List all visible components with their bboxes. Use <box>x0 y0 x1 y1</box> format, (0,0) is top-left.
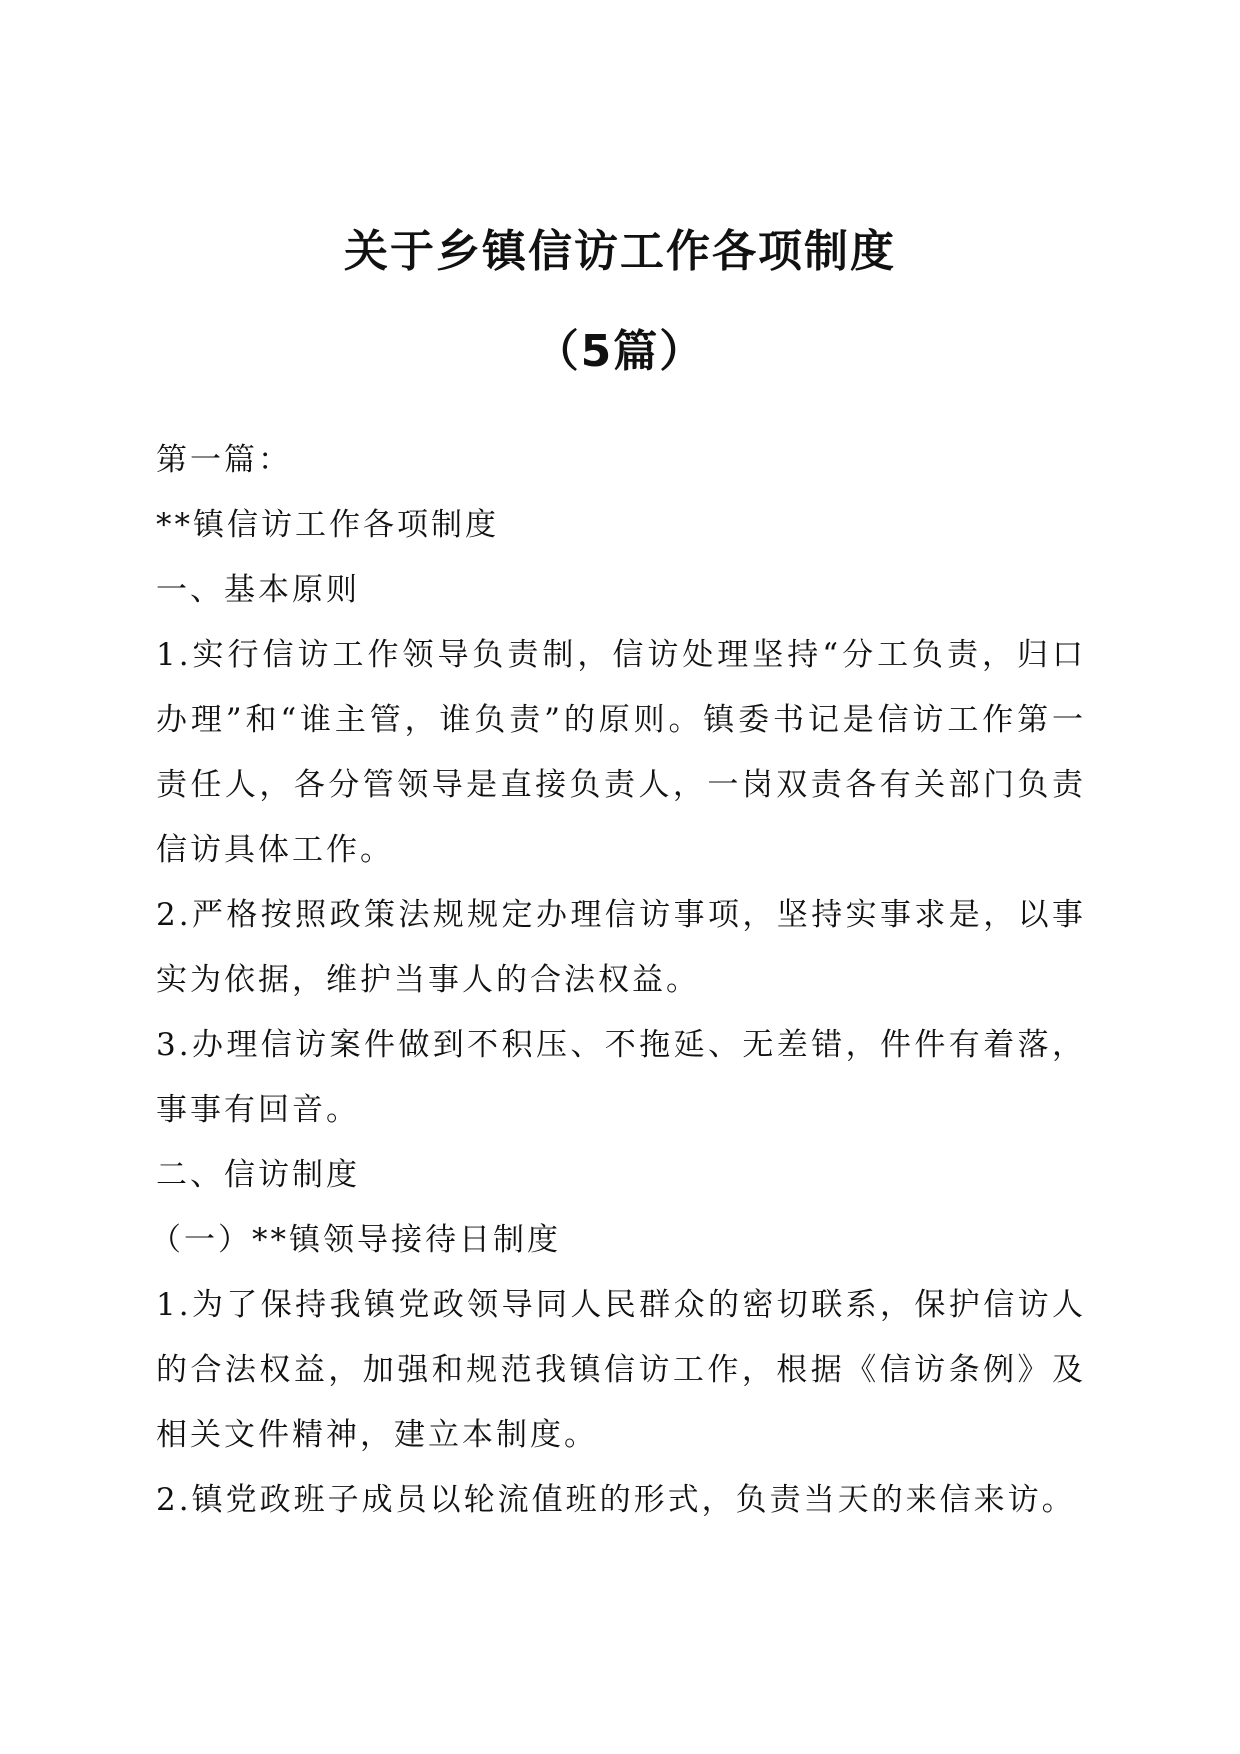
paragraph-principle-3: 3.办理信访案件做到不积压、不拖延、无差错，件件有着落，事事有回音。 <box>156 1027 1086 1128</box>
paragraph-rule-2: 2.镇党政班子成员以轮流值班的形式，负责当天的来信来访。 <box>156 1482 1076 1518</box>
paragraph-principle-2: 2.严格按照政策法规规定办理信访事项，坚持实事求是，以事实为依据，维护当事人的合法权益。 <box>156 897 1086 998</box>
paragraph-part-heading: 第一篇： <box>156 442 292 478</box>
paragraph-principle-1: 1.实行信访工作领导负责制，信访处理坚持“分工负责，归口办理”和“谁主管，谁负责”的原则。镇委书记是信访工作第一责任人，各分管领导是直接负责人，一岗双责各有关部门负责信访具体工作。 <box>156 637 1086 868</box>
paragraph-subheading-reception: （一）**镇领导接待日制度 <box>150 1222 561 1258</box>
document-body <box>150 428 1086 1533</box>
paragraph-heading-system: 二、信访制度 <box>156 1157 360 1193</box>
document-title: 关于乡镇信访工作各项制度 <box>344 226 896 277</box>
document-subtitle: （5篇） <box>534 326 706 377</box>
paragraph-heading-principles: 一、基本原则 <box>156 572 360 608</box>
paragraph-rule-1: 1.为了保持我镇党政领导同人民群众的密切联系，保护信访人的合法权益，加强和规范我镇信访工作，根据《信访条例》及相关文件精神，建立本制度。 <box>156 1287 1086 1453</box>
paragraph-section-title: **镇信访工作各项制度 <box>156 507 499 543</box>
